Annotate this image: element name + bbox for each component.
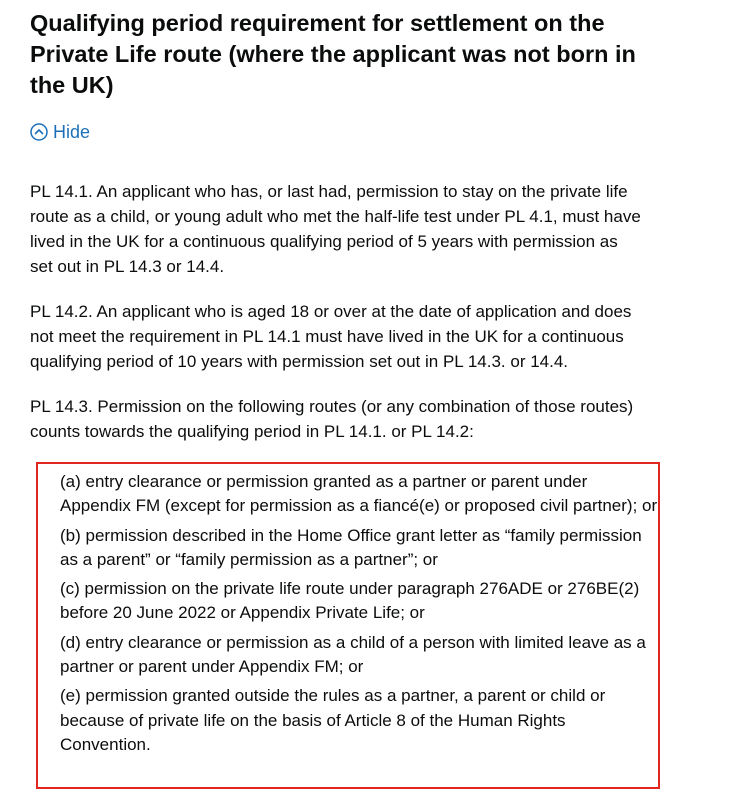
hide-toggle-label: Hide xyxy=(53,122,91,142)
list-item: (d) entry clearance or permission as a child of a person with limited leave as a partner or parent under Appendix FM; or xyxy=(60,632,646,677)
content-section xyxy=(30,0,730,444)
chevron-up-circle-icon xyxy=(30,123,48,141)
list-item: (b) permission described in the Home Office grant letter as “family permission as a parent” or “family permission as a partner”; or xyxy=(60,525,642,569)
qualifying-routes-list xyxy=(60,470,660,762)
paragraph-pl-14-2: PL 14.2. An applicant who is aged 18 or over at the date of application and does not meet the requirement in PL 14.1 must have lived in the UK for a continuous qualifying period of 10 years with permission set out in PL 14.3. or 14.4. xyxy=(30,302,632,371)
paragraph-pl-14-1: PL 14.1. An applicant who has, or last had, permission to stay on the private life route as a child, or young adult who met the half-life test under PL 4.1, must have lived in the UK for a continuous qualifying period of 5 years with permission as set out in PL 14.3 or 14.4. xyxy=(30,182,641,276)
list-item: (e) permission granted outside the rules as a partner, a parent or child or because of private life on the basis of Article 8 of the Human Rights Convention. xyxy=(60,686,606,754)
list-item: (c) permission on the private life route under paragraph 276ADE or 276BE(2) before 20 June 2022 or Appendix Private Life; or xyxy=(60,579,640,623)
list-item: (a) entry clearance or permission granted as a partner or parent under Appendix FM (except for permission as a fiancé(e) or proposed civil partner); or xyxy=(60,472,658,516)
hide-toggle[interactable] xyxy=(30,121,90,143)
section-heading: Qualifying period requirement for settlement on the Private Life route (where the applicant was not born in the UK) xyxy=(30,10,636,98)
paragraph-pl-14-3: PL 14.3. Permission on the following routes (or any combination of those routes) counts towards the qualifying period in PL 14.1. or PL 14.2: xyxy=(30,397,634,441)
